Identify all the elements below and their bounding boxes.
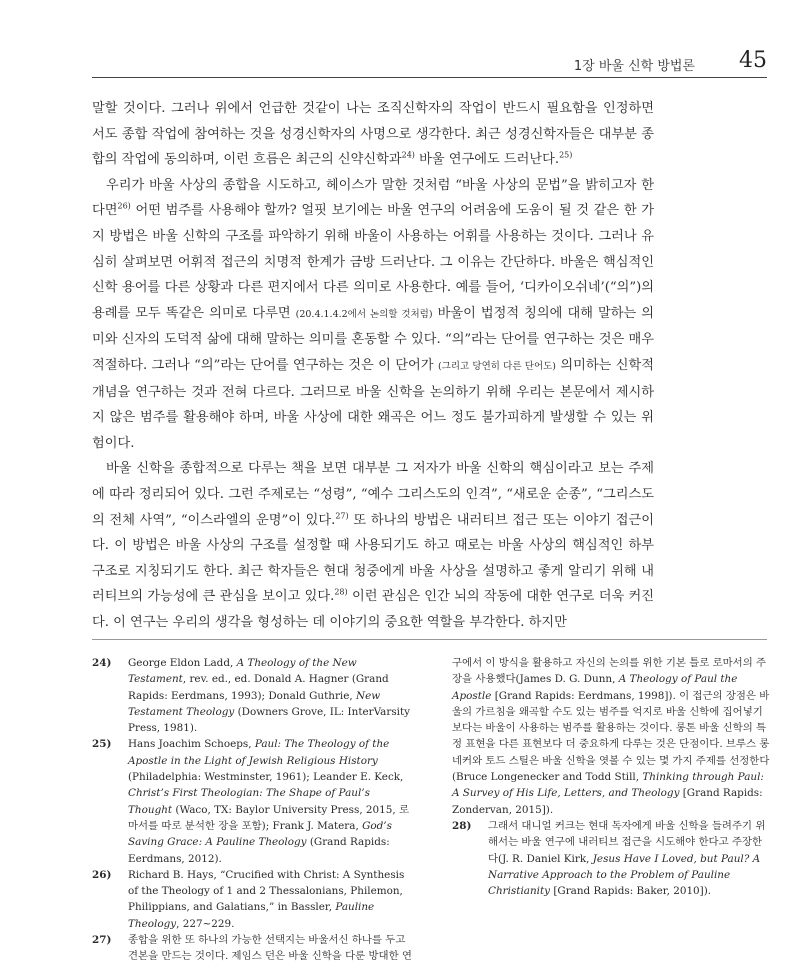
text-run: [Grand Rapids: Eerdmans, 1998]). 이 접근의 장점은 바울의 가르침을 왜곡할 수도 있는 범주를 억지로 바울 신학에 집어넣기보다는 바울이 사용하는 범주를 활용하는 것이다. 롱톤 바울 신학의 특정 표현을 다른 표현보다 더 중요하게 다루는 것은 단점이다. 브루스 롱네커와 토드 스틸은 바울 신학을 엿볼 수 있는 몇 가지 주제를 선정한다(Bruce Longenecker and Todd Still, (452, 689, 770, 784)
small-aside: (그리고 당연히 다른 단어도) (437, 360, 557, 372)
text-run: 이런 관심은 인간 뇌의 작동에 대한 연구로 더욱 커진다. 이 연구는 우리의 생각을 형성하는 데 이야기의 중요한 역할을 부각한다. 하지만 (92, 589, 655, 630)
text-run: (Downers Grove, IL: InterVarsity Press, 1981). (128, 705, 411, 735)
italic-title: Pauline Theology (128, 901, 375, 930)
text-run: 그래서 대니얼 커크는 현대 독자에게 바울 신학을 들려주기 위해서는 바울 연구에 내러티브 접근을 시도해야 한다고 주장한다(J. R. Daniel Kirk, (488, 819, 766, 865)
text-run: (Philadelphia: Westminster, 1961); Leander E. Keck, (128, 771, 404, 784)
footnote-28 (452, 818, 770, 899)
footnote-ref: 27) (335, 511, 349, 521)
footnote-text (128, 934, 412, 962)
footnote-24 (92, 655, 414, 736)
footnote-number: 25) (92, 738, 112, 751)
footnote-ref: 28) (334, 587, 348, 597)
text-run: , 227~229. (176, 917, 235, 930)
text-run: 구에서 이 방식을 활용하고 자신의 논의를 위한 기본 틀로 로마서의 주장을 사용했다(James D. G. Dunn, (452, 657, 767, 686)
footnote-ref: 26) (117, 201, 131, 211)
text-run: [Grand Rapids: Baker, 2010]). (550, 885, 712, 898)
italic-title: A Theology of the New Testament (128, 657, 357, 686)
footnote-text (128, 869, 404, 930)
footnote-25 (92, 736, 414, 866)
footnote-text (488, 820, 765, 897)
footnote-rule (92, 639, 767, 640)
footnote-27-continuation (452, 655, 770, 818)
paragraph-3 (92, 456, 654, 635)
footnote-number: 26) (92, 868, 112, 881)
paragraph-2 (92, 173, 654, 457)
text-run: (Waco, TX: Baylor University Press, 2015, 로마서를 따로 분석한 장을 포함); Frank J. Matera, (128, 803, 410, 832)
running-header (92, 48, 767, 78)
text-run: George Eldon Ladd, (128, 657, 237, 669)
italic-title: God’s Saving Grace: A Pauline Theology (128, 819, 392, 849)
footnote-27 (92, 932, 414, 965)
text-run: Richard B. Hays, “Crucified with Christ: A Synthesis of the Theology of 1 and 2 Thessalonians, Philemon, Philippians, and Galatians,” in Bassler, (128, 868, 405, 914)
main-text (92, 96, 654, 635)
text-run: [Grand Rapids: Zondervan, 2015]). (452, 787, 763, 816)
footnote-text (128, 657, 410, 734)
footnote-text (128, 738, 409, 864)
italic-title: Thinking through Paul: A Survey of His Life, Letters, and Theology (452, 771, 764, 800)
text-run: Hans Joachim Schoeps, (128, 738, 255, 751)
text-run: 말할 것이다. 그러나 위에서 언급한 것같이 나는 조직신학자의 작업이 반드시 필요함을 인정하면 서도 종합 작업에 참여하는 것을 성경신학자의 사명으로 생각한다. 최근 성경신학자들은 대부분 종합의 작업에 동의하며, 이런 흐름은 최근의 신약신학과 (92, 101, 654, 168)
text-run: 어떤 범주를 사용해야 할까? 얼핏 보기에는 바울 연구의 어려움에 도움이 될 것 같은 한 가지 방법은 바울 신학의 구조를 파악하기 위해 바울이 사용하는 어휘를 사용하는 것이다. 그러나 유심히 살펴보면 어휘적 접근의 치명적 한계가 금방 드러난다. 그 이유는 간단하다. 바울은 핵심적인 신학 용어를 다른 상황과 다른 편지에서 다른 의미로 사용한다. 예를 들어, ‘디카이오쉬네’(“의”)의 용례를 모두 똑같은 의미로 다루면 (92, 203, 654, 321)
italic-title: Jesus Have I Loved, but Paul? A Narrative Approach to the Problem of Pauline Christianity (488, 852, 761, 898)
footnotes-left-column (92, 655, 414, 965)
italic-title: Christ’s First Theologian: The Shape of Paul’s Thought (128, 787, 370, 816)
text-run: 의미하는 신학적 개념을 연구하는 것과 전혀 다르다. 그러므로 바울 신학을 논의하기 위해 우리는 본문에서 제시하지 않은 범주를 활용해야 하며, 바울 사상에 대한 왜곡은 어느 정도 불가피하게 발생할 수 있는 위험이다. (92, 357, 655, 451)
text-run: 종합을 위한 또 하나의 가능한 선택지는 바울서신 하나를 두고 견본을 만드는 것이다. 제임스 던은 바울 신학을 다룬 방대한 연 (128, 934, 412, 963)
footnote-number: 27) (92, 934, 112, 947)
footnote-ref: 25) (559, 150, 573, 160)
small-aside: (20.4.1.4.2에서 논의할 것처럼) (295, 308, 433, 320)
text-run: (Grand Rapids: Eerdmans, 2012). (128, 836, 390, 865)
footnote-number: 24) (92, 657, 112, 669)
footnote-number: 28) (452, 819, 472, 832)
text-run: , rev. ed., ed. Donald A. Hagner (Grand Rapids: Eerdmans, 1993); Donald Guthrie, (128, 673, 389, 702)
footnote-26 (92, 867, 414, 932)
chapter-title: 1장 바울 신학 방법론 (573, 59, 695, 74)
footnotes-right-column (452, 655, 770, 899)
italic-title: Paul: The Theology of the Apostle in the Light of Jewish Religious History (128, 738, 390, 767)
italic-title: New Testament Theology (128, 689, 381, 718)
paragraph-1 (92, 96, 654, 173)
text-run: 바울이 법정적 칭의에 대해 말하는 의미와 신자의 도덕적 삶에 대해 말하는 의미를 혼동할 수 있다. “의”라는 단어를 연구하는 것은 매우 적절하다. 그러나 “의”라는 단어를 연구하는 것은 이 단어가 (92, 305, 654, 373)
text-run: 또 하나의 방법은 내러티브 접근 또는 이야기 접근이다. 이 방법은 바울 사상의 구조를 설정할 때 사용되기도 하고 때로는 바울 사상의 핵심적인 하부 구조로 지칭되기도 한다. 최근 학자들은 현대 청중에게 바울 사상을 설명하고 좋게 알리기 위해 내러티브의 가능성에 큰 관심을 보이고 있다. (92, 512, 655, 605)
header-rule (92, 77, 767, 79)
text-run: 우리가 바울 사상의 종합을 시도하고, 헤이스가 말한 것처럼 “바울 사상의 문법”을 밝히고자 한다면 (92, 177, 654, 219)
italic-title: A Theology of Paul the Apostle (452, 673, 738, 702)
footnote-ref: 24) (401, 150, 415, 160)
page-number: 45 (739, 48, 767, 73)
text-run: 바울 연구에도 드러난다. (414, 152, 560, 168)
text-run: 바울 신학을 종합적으로 다루는 책을 보면 대부분 그 저자가 바울 신학의 핵심이라고 보는 주제에 따라 정리되어 있다. 그런 주제로는 “성령”, “예수 그리스도의 인격”, “새로운 순종”, “그리스도의 전체 사역”, “이스라엘의 운명”이 있다. (92, 461, 654, 528)
